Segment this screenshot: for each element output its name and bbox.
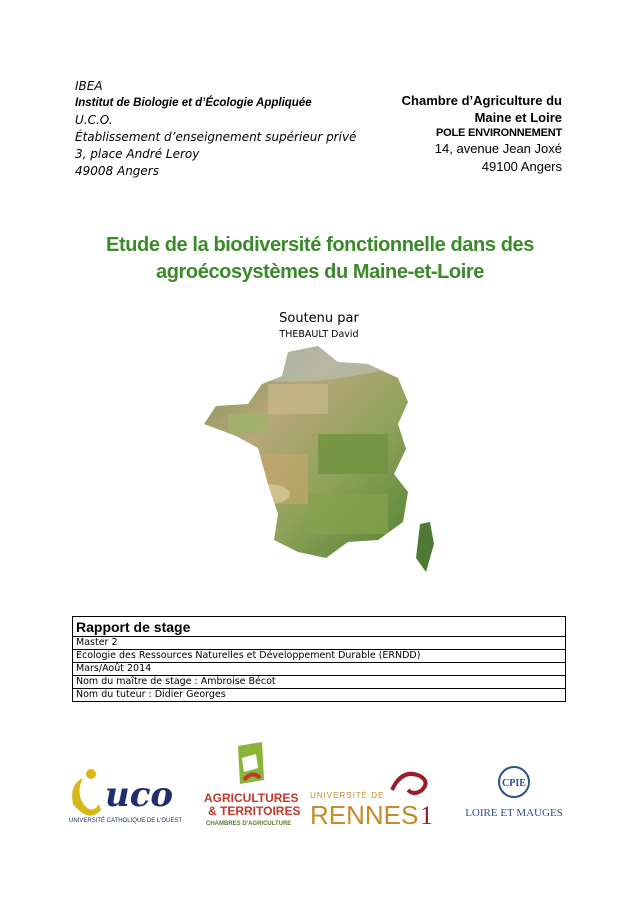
cpie-loire-et-mauges-logo — [455, 766, 573, 822]
report-row-period: Mars/Août 2014 — [73, 663, 565, 676]
chamber-city: 49100 Angers — [481, 159, 562, 174]
page-title — [60, 232, 580, 286]
uco-logo — [65, 764, 185, 826]
partner-logos — [60, 740, 580, 840]
report-row-program: Ecologie des Ressources Naturelles et Développement Durable (ERNDD) — [73, 650, 565, 663]
report-heading: Rapport de stage — [73, 617, 565, 637]
school-address-block — [75, 78, 375, 180]
supported-by-label: Soutenu par — [279, 311, 359, 326]
chamber-name-line2: Maine et Loire — [474, 110, 562, 125]
title-line1: Etude de la biodiversité fonctionnelle dans des — [106, 234, 534, 256]
chamber-department: POLE ENVIRONNEMENT — [436, 127, 562, 139]
report-row-degree: Master 2 — [73, 637, 565, 650]
agri-line1: AGRICULTURES — [204, 791, 299, 805]
report-row-supervisor: Nom du maître de stage : Ambroise Bécot — [73, 676, 565, 689]
france-landscape-map-image — [198, 344, 448, 584]
agri-line2: & TERRITOIRES — [208, 804, 300, 818]
rennes-top: UNIVERSITÉ DE — [310, 791, 385, 800]
university-acronym: U.C.O. — [75, 113, 113, 127]
chamber-name-line1: Chambre d’Agriculture du — [401, 93, 562, 108]
school-name: Institut de Biologie et d’Écologie Appliquée — [75, 97, 312, 109]
chamber-street: 14, avenue Jean Joxé — [434, 141, 562, 156]
agricultures-territoires-logo — [200, 740, 300, 828]
uco-caption: UNIVERSITÉ CATHOLIQUE DE L'OUEST — [69, 818, 183, 824]
school-acronym: IBEA — [75, 79, 103, 93]
rennes-number: 1 — [420, 801, 433, 830]
report-row-tutor: Nom du tuteur : Didier Georges — [76, 689, 226, 700]
cpie-emblem: CPIE — [502, 778, 526, 789]
title-line2: agroécosystèmes du Maine-et-Loire — [155, 261, 484, 283]
report-details-table — [72, 616, 566, 702]
loire-mauges-caption: LOIRE ET MAUGES — [465, 807, 563, 819]
university-type: Établissement d’enseignement supérieur privé — [75, 130, 357, 144]
rennes-main: RENNES — [310, 800, 419, 830]
uco-wordmark: uco — [105, 775, 174, 815]
agri-caption: CHAMBRES D'AGRICULTURE — [206, 821, 292, 827]
school-city: 49008 Angers — [75, 164, 159, 178]
chamber-address-block — [332, 92, 562, 176]
school-street: 3, place André Leroy — [75, 147, 200, 161]
author-name: THEBAULT David — [279, 329, 359, 340]
universite-rennes-logo — [310, 768, 440, 830]
